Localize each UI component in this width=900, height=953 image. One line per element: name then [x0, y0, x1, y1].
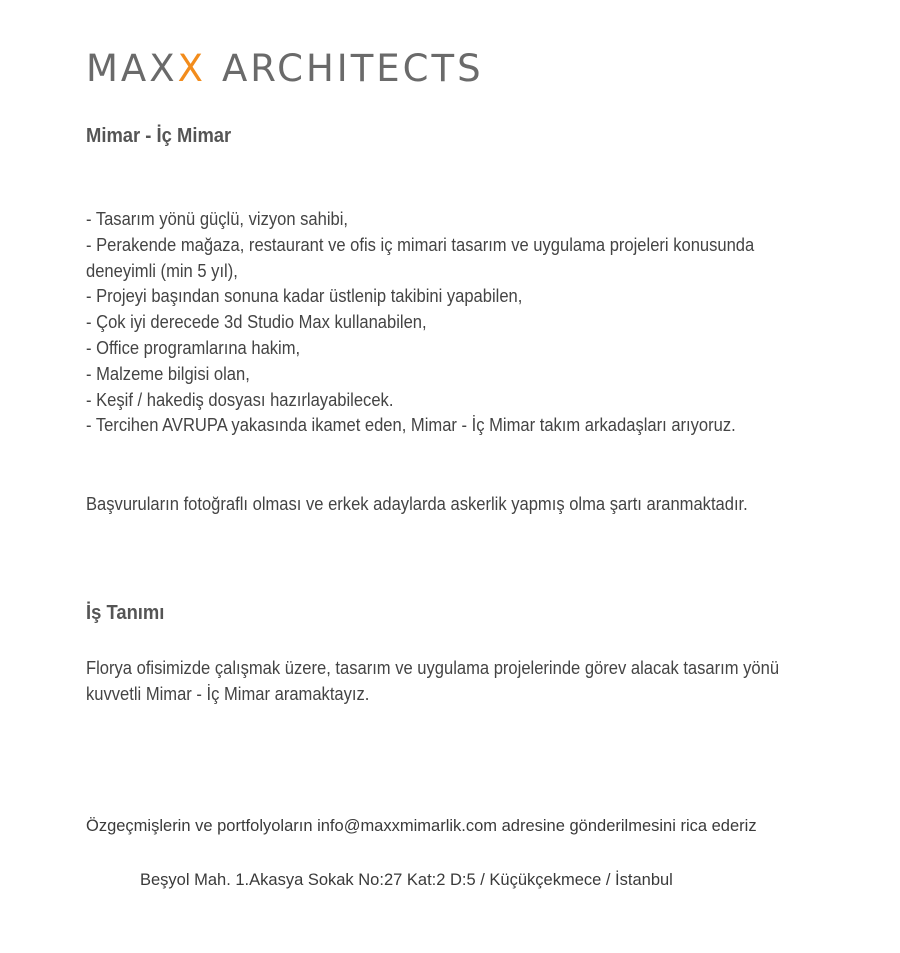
application-note: Başvuruların fotoğraflı olması ve erkek adaylarda askerlik yapmış olma şartı aranmaktadır.: [86, 494, 748, 514]
job-description-heading: İş Tanımı: [86, 602, 165, 624]
company-logo: [86, 46, 484, 90]
logo-text-architects: ARCHITECTS: [221, 46, 484, 90]
requirement-item: - Çok iyi derecede 3d Studio Max kullanabilen,: [86, 312, 427, 333]
requirement-item: - Projeyi başından sonuna kadar üstlenip takibini yapabilen,: [86, 286, 523, 307]
contact-email-line: Özgeçmişlerin ve portfolyoların info@maxxmimarlik.com adresine gönderilmesini rica ederiz: [86, 817, 757, 835]
requirements-list: [86, 207, 785, 439]
requirement-item: - Keşif / hakediş dosyası hazırlayabilecek.: [86, 389, 394, 410]
requirement-item: - Malzeme bilgisi olan,: [86, 363, 250, 384]
logo-accent-x: X: [177, 46, 206, 90]
requirement-item: - Perakende mağaza, restaurant ve ofis iç mimari tasarım ve uygulama projeleri konusunda deneyimli (min 5 yıl),: [86, 234, 755, 281]
position-title: Mimar - İç Mimar: [86, 125, 232, 147]
job-description-text: Florya ofisimizde çalışmak üzere, tasarım ve uygulama projelerinde görev alacak tasarım yönü kuvvetli Mimar - İç Mimar aramaktayız.: [86, 658, 780, 704]
requirement-item: - Office programlarına hakim,: [86, 337, 301, 358]
requirement-item: - Tasarım yönü güçlü, vizyon sahibi,: [86, 209, 349, 229]
office-address: Beşyol Mah. 1.Akasya Sokak No:27 Kat:2 D:5 / Küçükçekmece / İstanbul: [140, 871, 673, 889]
logo-text-max: MAX: [86, 46, 178, 90]
requirement-item: - Tercihen AVRUPA yakasında ikamet eden, Mimar - İç Mimar takım arkadaşları arıyoruz.: [86, 415, 736, 436]
